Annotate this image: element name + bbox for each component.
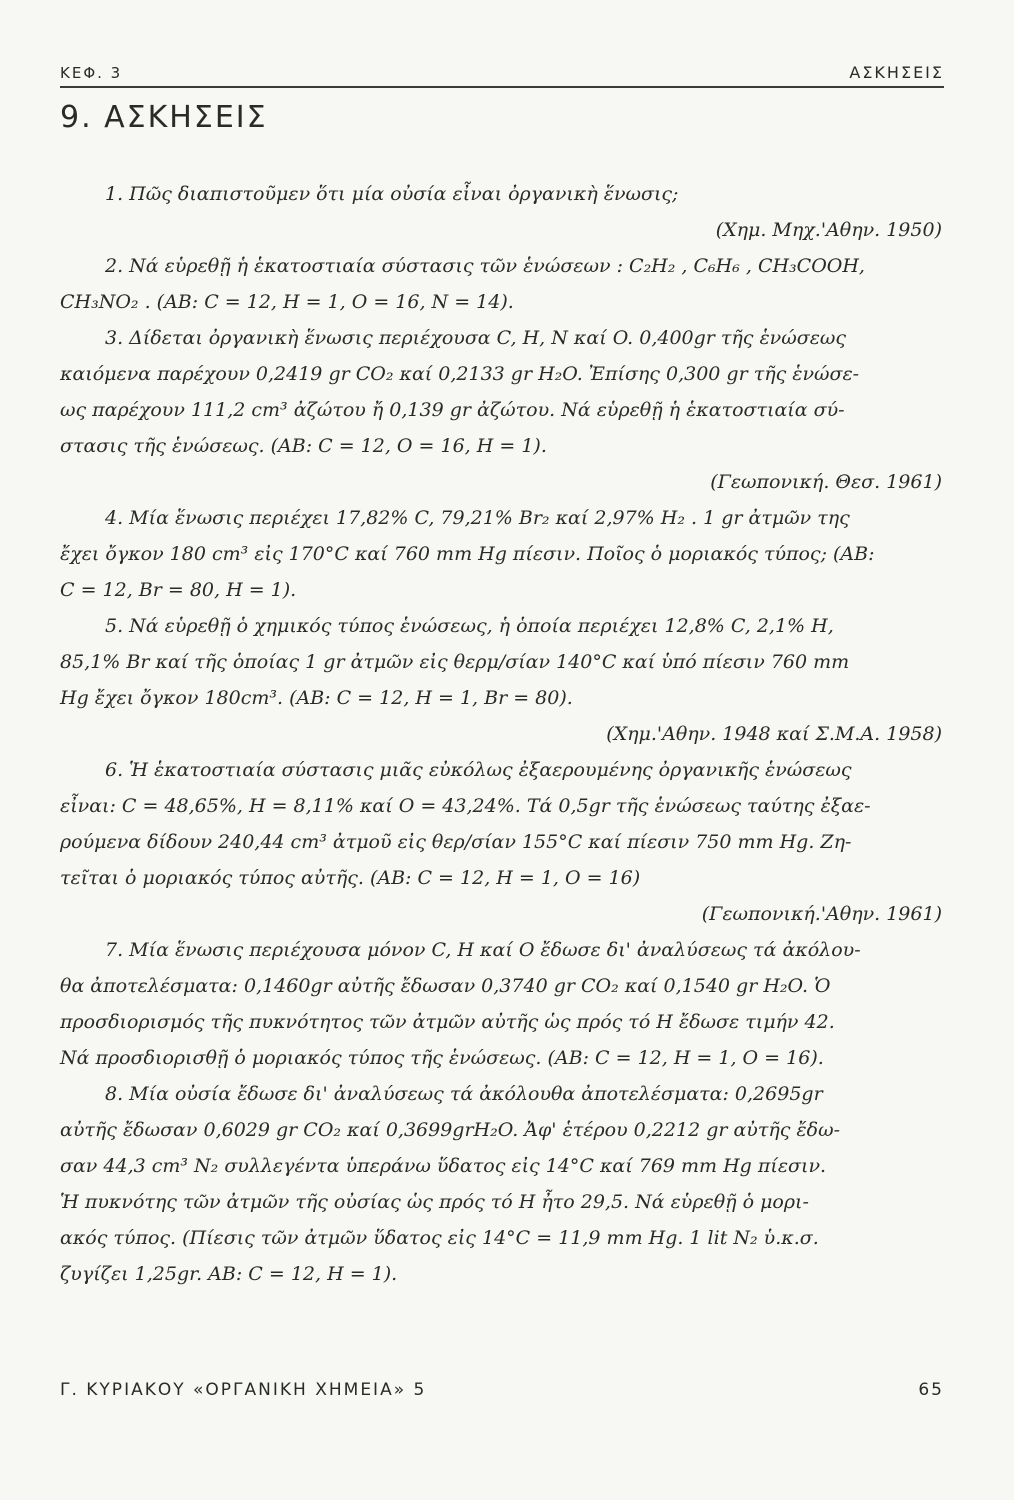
exercise-1 <box>60 176 950 248</box>
exercise-7 <box>60 932 950 1076</box>
exercise-source: (Γεωπονική.'Αθην. 1961) <box>701 903 942 925</box>
exercise-line: 2. Νά εὑρεθῇ ἡ ἑκατοστιαία σύστασις τῶν ἑνώσεων : C₂H₂ , C₆H₆ , CH₃COOH, <box>105 255 865 277</box>
exercise-line: 85,1% Br καί τῆς ὁποίας 1 gr ἀτμῶν εἰς θερμ/σίαν 140°C καί ὑπό πίεσιν 760 mm <box>60 651 850 673</box>
exercise-source: (Χημ.'Αθην. 1948 καί Σ.Μ.Α. 1958) <box>606 723 942 745</box>
exercise-source: (Γεωπονική. Θεσ. 1961) <box>710 471 942 493</box>
exercise-line: θα ἀποτελέσματα: 0,1460gr αὐτῆς ἔδωσαν 0,3740 gr CO₂ καί 0,1540 gr H₂O. Ὁ <box>60 975 831 997</box>
exercise-line: CH₃NO₂ . (ΑΒ: C = 12, H = 1, O = 16, N = 14). <box>60 291 514 313</box>
exercise-line: 5. Νά εὑρεθῇ ὁ χημικός τύπος ἑνώσεως, ἡ ὁποία περιέχει 12,8% C, 2,1% H, <box>105 615 834 637</box>
exercise-source: (Χημ. Μηχ.'Αθην. 1950) <box>715 219 942 241</box>
exercise-5 <box>60 608 950 752</box>
page-number: 65 <box>918 1380 944 1400</box>
exercise-line: 1. Πῶς διαπιστοῦμεν ὅτι μία οὐσία εἶναι ὀργανικὴ ἕνωσις; <box>105 183 679 205</box>
exercise-line: ως παρέχουν 111,2 cm³ ἀζώτου ἤ 0,139 gr ἀζώτου. Νά εὑρεθῇ ἡ ἑκατοστιαία σύ- <box>60 399 845 421</box>
exercise-line: 3. Δίδεται ὀργανικὴ ἕνωσις περιέχουσα C, H, N καί O. 0,400gr τῆς ἑνώσεως <box>105 327 847 349</box>
exercise-list <box>60 176 950 1292</box>
exercise-line: τεῖται ὁ μοριακός τύπος αὐτῆς. (ΑΒ: C = 12, H = 1, O = 16) <box>60 867 641 889</box>
exercise-2 <box>60 248 950 320</box>
exercise-line: Ἡ πυκνότης τῶν ἀτμῶν τῆς οὐσίας ὡς πρός τό H ἦτο 29,5. Νά εὑρεθῇ ὁ μορι- <box>60 1191 809 1213</box>
exercise-line: σαν 44,3 cm³ N₂ συλλεγέντα ὑπεράνω ὕδατος εἰς 14°C καί 769 mm Hg πίεσιν. <box>60 1155 827 1177</box>
exercise-4 <box>60 500 950 608</box>
exercise-line: καιόμενα παρέχουν 0,2419 gr CO₂ καί 0,2133 gr H₂O. Ἐπίσης 0,300 gr τῆς ἑνώσε- <box>60 363 860 385</box>
exercise-line: Νά προσδιορισθῇ ὁ μοριακός τύπος τῆς ἑνώσεως. (ΑΒ: C = 12, H = 1, O = 16). <box>60 1047 824 1069</box>
running-header <box>60 52 944 88</box>
exercise-line: εἶναι: C = 48,65%, H = 8,11% καί O = 43,24%. Τά 0,5gr τῆς ἑνώσεως ταύτης ἐξαε- <box>60 795 871 817</box>
exercise-6 <box>60 752 950 932</box>
chapter-label: ΚΕΦ. 3 <box>60 64 123 82</box>
exercise-3 <box>60 320 950 500</box>
exercise-line: 7. Μία ἕνωσις περιέχουσα μόνον C, H καί O ἔδωσε δι' ἀναλύσεως τά ἀκόλου- <box>105 939 861 961</box>
running-title: ΑΣΚΗΣΕΙΣ <box>849 63 944 82</box>
book-title: Γ. ΚΥΡΙΑΚΟΥ «ΟΡΓΑΝΙΚΗ ΧΗΜΕΙΑ» 5 <box>60 1380 427 1400</box>
exercise-line: 8. Μία οὐσία ἔδωσε δι' ἀναλύσεως τά ἀκόλουθα ἀποτελέσματα: 0,2695gr <box>105 1083 823 1105</box>
exercise-line: C = 12, Br = 80, H = 1). <box>60 579 297 601</box>
exercise-line: Hg ἔχει ὄγκον 180cm³. (ΑΒ: C = 12, H = 1, Br = 80). <box>60 687 573 709</box>
exercise-line: ρούμενα δίδουν 240,44 cm³ ἀτμοῦ εἰς θερ/σίαν 155°C καί πίεσιν 750 mm Hg. Ζη- <box>60 831 852 853</box>
exercise-line: αὐτῆς ἔδωσαν 0,6029 gr CO₂ καί 0,3699grH₂O. Ἀφ' ἑτέρου 0,2212 gr αὐτῆς ἔδω- <box>60 1119 840 1141</box>
exercise-line: 4. Μία ἕνωσις περιέχει 17,82% C, 79,21% Br₂ καί 2,97% H₂ . 1 gr ἀτμῶν της <box>105 507 850 529</box>
exercise-line: στασις τῆς ἑνώσεως. (ΑΒ: C = 12, O = 16, H = 1). <box>60 435 547 457</box>
exercise-line: 6. Ἡ ἑκατοστιαία σύστασις μιᾶς εὐκόλως ἐξαερουμένης ὀργανικῆς ἑνώσεως <box>105 759 852 781</box>
exercise-line: προσδιορισμός τῆς πυκνότητος τῶν ἀτμῶν αὐτῆς ὡς πρός τό H ἔδωσε τιμήν 42. <box>60 1011 835 1033</box>
exercise-8 <box>60 1076 950 1292</box>
section-title: 9. ΑΣΚΗΣΕΙΣ <box>60 100 268 135</box>
exercise-line: ζυγίζει 1,25gr. ΑΒ: C = 12, H = 1). <box>60 1263 398 1285</box>
exercise-line: ακός τύπος. (Πίεσις τῶν ἀτμῶν ὕδατος εἰς 14°C = 11,9 mm Hg. 1 lit N₂ ὑ.κ.σ. <box>60 1227 819 1249</box>
exercise-line: ἔχει ὄγκον 180 cm³ εἰς 170°C καί 760 mm Hg πίεσιν. Ποῖος ὁ μοριακός τύπος; (ΑΒ: <box>60 543 875 565</box>
